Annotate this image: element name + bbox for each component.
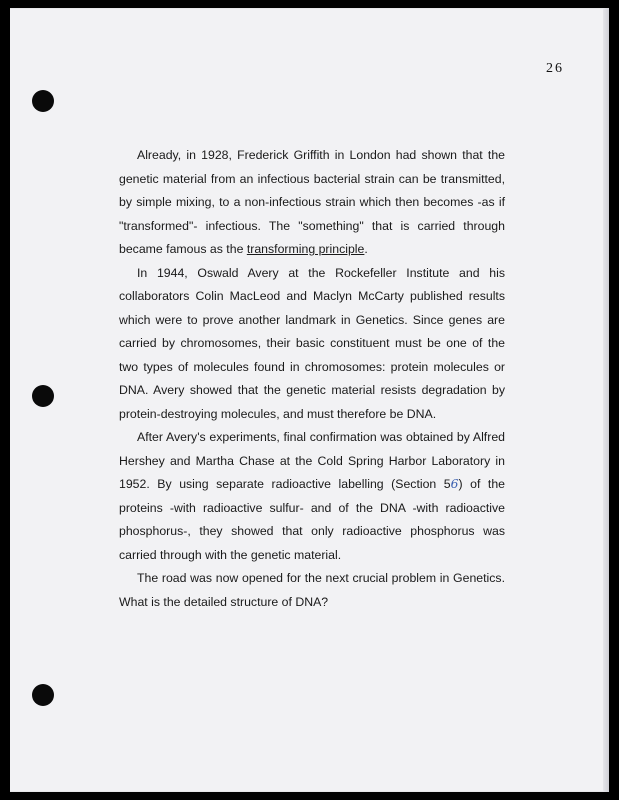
paragraph-avery: In 1944, Oswald Avery at the Rockefeller Institute and his collaborators Colin MacLeod and Maclyn McCarty published results which were to prove another landmark in Genetics. Since genes are carried by chromosomes, their basic constituent must be one of the two types of molecules found in chromosomes: protein molecules or DNA. Avery showed that the genetic material resists degradation by protein-destroying molecules, and must therefore be DNA. bbox=[119, 265, 505, 421]
paragraph-dna-structure: The road was now opened for the next crucial problem in Genetics. What is the detailed structure of DNA? bbox=[119, 571, 505, 609]
paragraph-griffith bbox=[119, 144, 505, 262]
handwritten-correction: 6 bbox=[450, 477, 459, 491]
paragraph-text: After Avery's experiments, final confirmation was obtained by Alfred Hershey and Martha Chase at the Cold Spring Harbor Laboratory in 1952. By using separate radioactive labelling (Section 5 bbox=[119, 430, 505, 491]
page-number: 26 bbox=[546, 61, 564, 76]
emphasis-transforming-principle: transforming principle bbox=[246, 242, 365, 256]
body-text bbox=[119, 144, 505, 614]
document-page bbox=[10, 8, 609, 792]
page-edge bbox=[603, 8, 609, 792]
paragraph-hershey-chase bbox=[119, 426, 505, 567]
paragraph-end: . bbox=[364, 242, 368, 256]
paragraph-text: Already, in 1928, Frederick Griffith in London had shown that the genetic material from an infectious bacterial strain can be transmitted, by simple mixing, to a non-infectious strain which then becomes -as if "transformed"- infectious. The "something" that is carried through became famous as the bbox=[119, 148, 505, 256]
binder-hole-middle bbox=[32, 385, 54, 407]
binder-hole-top bbox=[32, 90, 54, 112]
binder-hole-bottom bbox=[32, 684, 54, 706]
paragraph-text: ) of the proteins -with radioactive sulfur- and of the DNA -with radioactive phosphorus-, they showed that only radioactive phosphorus was carried through with the genetic material. bbox=[119, 477, 505, 562]
